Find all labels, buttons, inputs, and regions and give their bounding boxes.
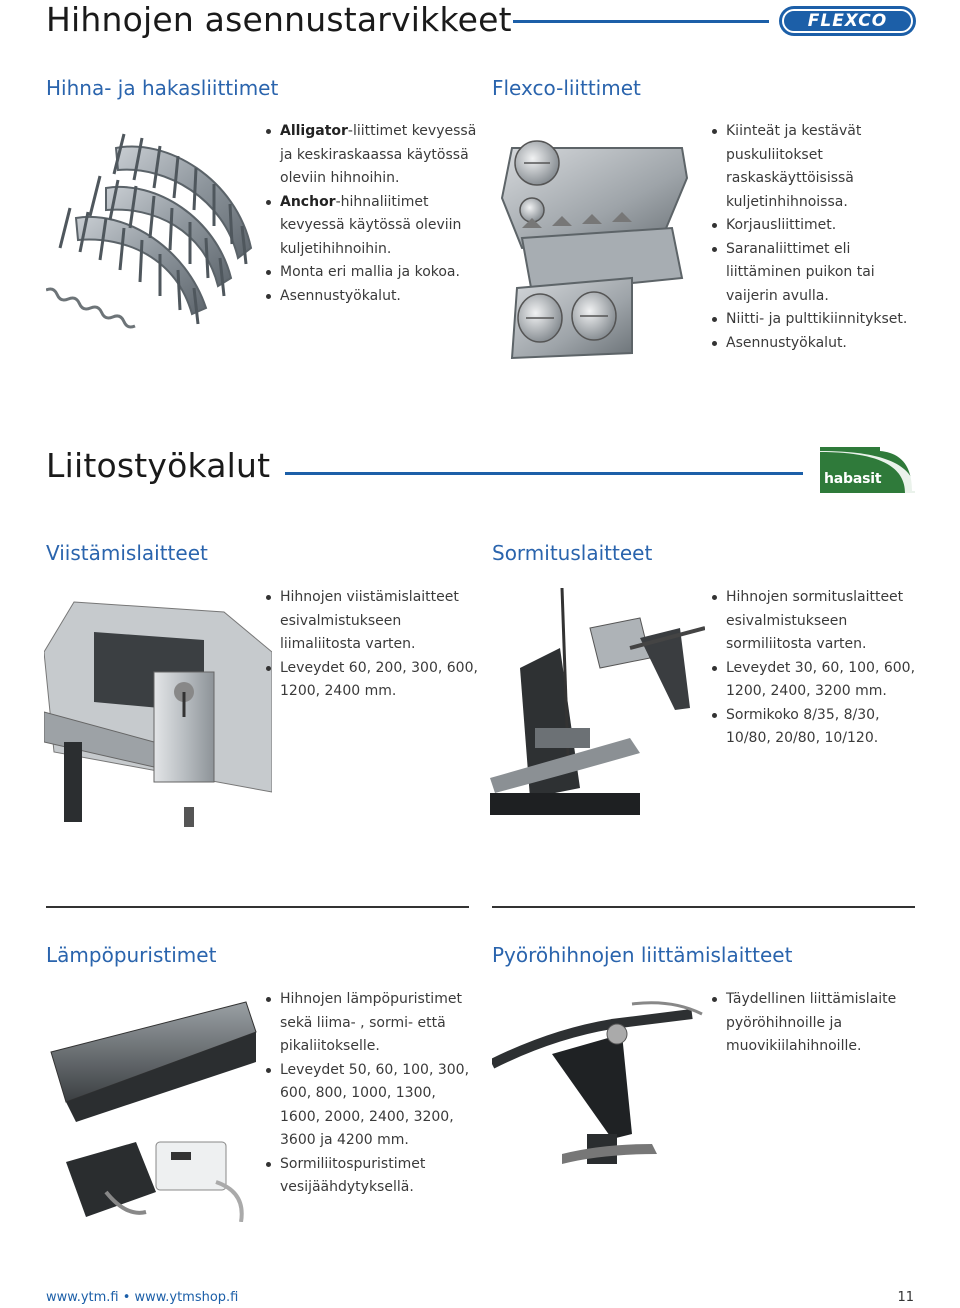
heat-press-image [46, 992, 258, 1222]
header-rule [513, 20, 769, 23]
list-item: Hihnojen lämpöpuristimet sekä liima- , sormi- että pikaliitokselle. [264, 988, 479, 1059]
list-item [264, 285, 479, 309]
page-number: 11 [897, 1290, 914, 1305]
habasit-logo-text: habasit [824, 471, 882, 487]
list-item: Asennustyökalut. [710, 332, 925, 356]
flexco-fastener-image [492, 118, 692, 368]
round-belt-welder-image [492, 994, 710, 1174]
divider-right [492, 906, 915, 908]
list-item [264, 191, 479, 262]
list-pyoro [710, 988, 925, 1059]
list-item: Kiinteät ja kestävät puskuliitokset raskaskäyttöisissä kuljetinhihnoissa. [710, 120, 925, 214]
list-viistamis [264, 586, 479, 704]
list-item-text: -liittimet kevyessä ja keskiraskaassa käytössä oleviin hihnoihin. [280, 123, 477, 186]
list-item: Leveydet 30, 60, 100, 600, 1200, 2400, 3200 mm. [710, 657, 925, 704]
list-flexco [710, 120, 925, 355]
list-item: Sormiliitospuristimet vesijäähdytyksellä. [264, 1153, 479, 1200]
list-item: Korjausliittimet. [710, 214, 925, 238]
section-title-flexco: Flexco-liittimet [492, 76, 641, 100]
flexco-logo [779, 6, 916, 36]
list-hihna [264, 120, 479, 308]
footer-links[interactable]: www.ytm.fi • www.ytmshop.fi [46, 1290, 239, 1305]
list-item-text: Asennustyökalut. [280, 287, 401, 304]
list-item: Saranaliittimet eli liittäminen puikon tai vaijerin avulla. [710, 238, 925, 309]
list-item-bold: Anchor [280, 193, 336, 210]
section-title-viistamis: Viistämislaitteet [46, 541, 208, 565]
list-item: Hihnojen viistämislaitteet esivalmistukseen liimaliitosta varten. [264, 586, 479, 657]
divider-left [46, 906, 469, 908]
list-item [264, 261, 479, 285]
skiving-machine-image [44, 592, 272, 837]
section-title-lampo: Lämpöpuristimet [46, 943, 217, 967]
list-item: Täydellinen liittämislaite pyöröhihnoille ja muovikiilahihnoille. [710, 988, 925, 1059]
list-sormitus [710, 586, 925, 751]
list-item: Hihnojen sormituslaitteet esivalmistukseen sormiliitosta varten. [710, 586, 925, 657]
flexco-logo-text: FLEXCO [782, 9, 913, 33]
list-lampo [264, 988, 479, 1200]
list-item: Leveydet 60, 200, 300, 600, 1200, 2400 mm. [264, 657, 479, 704]
section-title-pyoro: Pyöröhihnojen liittämislaitteet [492, 943, 793, 967]
liitostyokalut-rule [285, 472, 803, 475]
heading-liitostyokalut: Liitostyökalut [46, 446, 271, 485]
list-item: Sormikoko 8/35, 8/30, 10/80, 20/80, 10/120. [710, 704, 925, 751]
list-item: Niitti- ja pulttikiinnitykset. [710, 308, 925, 332]
list-item [264, 120, 479, 191]
list-item: Leveydet 50, 60, 100, 300, 600, 800, 1000, 1300, 1600, 2000, 2400, 3200, 3600 ja 4200 mm. [264, 1059, 479, 1153]
list-item-text: Monta eri mallia ja kokoa. [280, 264, 460, 280]
list-item-text: -hihnaliitimet kevyessä käytössä oleviin kuljetihihnoihin. [280, 193, 462, 257]
list-item-bold: Alligator [280, 123, 348, 139]
page-title: Hihnojen asennustarvikkeet [46, 0, 512, 39]
finger-punch-image [490, 588, 705, 820]
alligator-lacing-image [46, 118, 260, 363]
habasit-logo [820, 447, 915, 493]
section-title-hihna: Hihna- ja hakasliittimet [46, 76, 279, 100]
section-title-sormitus: Sormituslaitteet [492, 541, 653, 565]
